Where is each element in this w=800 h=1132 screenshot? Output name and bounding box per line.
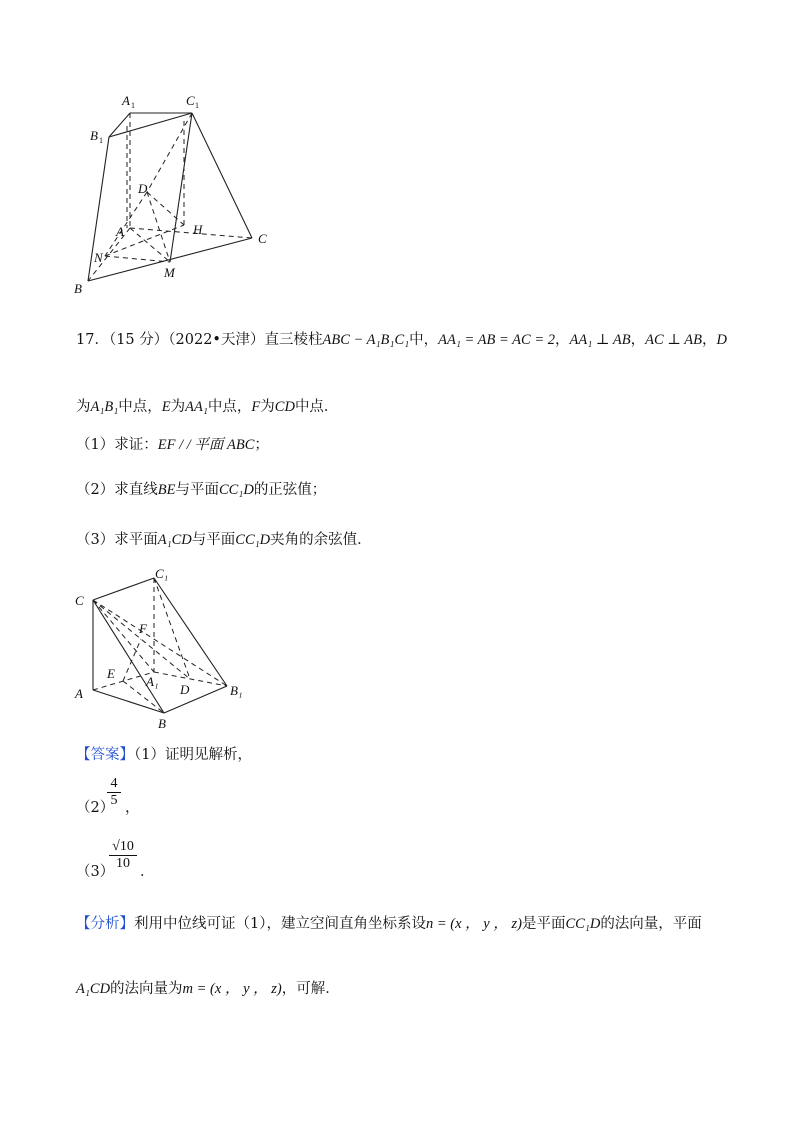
- comma: ，: [701, 332, 717, 348]
- label-C: C: [75, 593, 84, 608]
- text: 的正弦值；: [253, 482, 327, 498]
- seg-n-m: [105, 256, 170, 262]
- point-F: F: [251, 399, 261, 415]
- q1-math: EF / / 平面 ABC: [157, 437, 255, 453]
- answer-3-prefix: （3）: [76, 864, 115, 880]
- text: 为: [76, 399, 91, 415]
- label-C: C: [258, 231, 267, 246]
- plane-CC1D: CC₁D: [218, 482, 254, 498]
- answer-2-fraction: [107, 776, 121, 809]
- line-BE: BE: [157, 482, 176, 498]
- label-B: B: [158, 716, 166, 731]
- label-M: M: [164, 265, 175, 280]
- fraction-numerator: √10: [112, 839, 134, 854]
- plane-A1CD: A₁CD: [157, 532, 192, 548]
- seg-c1-d: [147, 113, 192, 192]
- question-1: [76, 435, 269, 455]
- edge-b-b1: [164, 686, 227, 713]
- text: （2）求直线: [76, 482, 158, 498]
- problem-score: （15 分）: [108, 332, 169, 348]
- text: ，可解．: [281, 981, 340, 997]
- fraction-denominator: 5: [107, 792, 121, 809]
- text: （3）求平面: [76, 532, 158, 548]
- text: 中点，: [207, 399, 252, 415]
- perp-ac-ab: AC ⊥ AB: [645, 332, 702, 348]
- label-B1-sub: 1: [99, 136, 103, 145]
- text: （1）求证：: [76, 437, 158, 453]
- text: 为: [170, 399, 186, 415]
- label-A1: A₁: [146, 674, 159, 689]
- text: 的法向量为: [110, 981, 183, 997]
- fraction-numerator: 4: [110, 776, 118, 791]
- edge-c-b: [93, 600, 164, 713]
- edge-c-c1: [93, 578, 154, 600]
- answer-tag: 【答案】: [76, 747, 134, 763]
- analysis-line-1: [76, 914, 702, 934]
- answer-1: （1）证明见解析，: [134, 747, 252, 763]
- edge-a-c: [130, 228, 252, 238]
- text: 为: [260, 399, 275, 415]
- seg-e-f: [123, 639, 141, 681]
- text: 利用中位线可证（1），建立空间直角坐标系设: [134, 916, 426, 932]
- point-E: E: [161, 399, 171, 415]
- plane-CC1D: CC₁D: [565, 916, 601, 932]
- label-H: H: [193, 222, 203, 237]
- edge-c1-m: [170, 113, 192, 262]
- edge-b1-c1: [109, 113, 192, 137]
- answer-2-prefix: （2）: [76, 800, 115, 816]
- seg-A1B1: A₁B₁: [90, 399, 119, 415]
- seg-d-m: [147, 192, 170, 262]
- answer-3-fraction: [109, 839, 137, 872]
- text: 的法向量，平面: [600, 916, 702, 932]
- text: 中点．: [294, 399, 339, 415]
- answer-2-suffix: ，: [125, 800, 140, 816]
- label-C1: C: [186, 93, 195, 108]
- label-D: D: [138, 181, 148, 196]
- problem-line-2: [76, 397, 338, 417]
- label-A1-sub: 1: [131, 101, 135, 110]
- plane-A1CD: A₁CD: [76, 981, 111, 997]
- text: 是平面: [521, 916, 566, 932]
- problem-source: （2022•天津）直三棱柱: [168, 332, 323, 348]
- text: 与平面: [191, 532, 236, 548]
- label-E: E: [107, 666, 115, 681]
- analysis-line-2: [76, 979, 340, 999]
- figure-2-prism-diagram: [70, 562, 260, 732]
- comma: ，: [630, 332, 646, 348]
- label-A: A: [75, 686, 83, 701]
- edge-c1-c: [192, 113, 252, 238]
- answer-3-suffix: ．: [140, 864, 155, 880]
- perp-aa1-ab: AA₁ ⊥ AB: [569, 332, 631, 348]
- label-C1-sub: 1: [195, 101, 199, 110]
- problem-number: 17．: [76, 332, 109, 348]
- prism-name: ABC − A₁B₁C₁: [322, 332, 410, 348]
- label-A1: A: [122, 93, 130, 108]
- point-D: D: [716, 332, 727, 348]
- label-D: D: [180, 682, 190, 697]
- figure-1-prism-diagram: [70, 88, 290, 300]
- label-B1: B: [90, 128, 98, 143]
- text: 夹角的余弦值．: [270, 532, 372, 548]
- comma: ，: [555, 332, 570, 348]
- seg-c-a1: [93, 600, 154, 672]
- label-C1: C₁: [155, 566, 169, 581]
- label-B1: B₁: [230, 683, 243, 698]
- equation-edges: AA₁ = AB = AC = 2: [438, 332, 555, 348]
- text-mid1: 中，: [409, 332, 439, 348]
- text: 中点，: [118, 399, 162, 415]
- label-A: A: [116, 224, 124, 239]
- answer-line-1: [76, 745, 252, 765]
- label-N: N: [94, 250, 103, 265]
- problem-line-1: [76, 330, 727, 350]
- question-3: [76, 530, 372, 550]
- edge-c1-b1: [154, 578, 227, 686]
- question-2: [76, 480, 326, 500]
- text: ；: [254, 437, 269, 453]
- label-B: B: [74, 281, 82, 296]
- seg-d-n: [105, 192, 147, 256]
- seg-AA1: AA₁: [185, 399, 208, 415]
- label-F: F: [139, 621, 147, 636]
- normal-vector-m: m = (x ， y ， z): [182, 981, 282, 997]
- plane-CC1D: CC₁D: [235, 532, 271, 548]
- analysis-tag: 【分析】: [76, 916, 134, 932]
- normal-vector-n: n = (x ， y ， z): [425, 916, 522, 932]
- seg-CD: CD: [274, 399, 295, 415]
- text: 与平面: [175, 482, 219, 498]
- edge-a-b: [93, 690, 164, 713]
- fraction-denominator: 10: [109, 855, 137, 872]
